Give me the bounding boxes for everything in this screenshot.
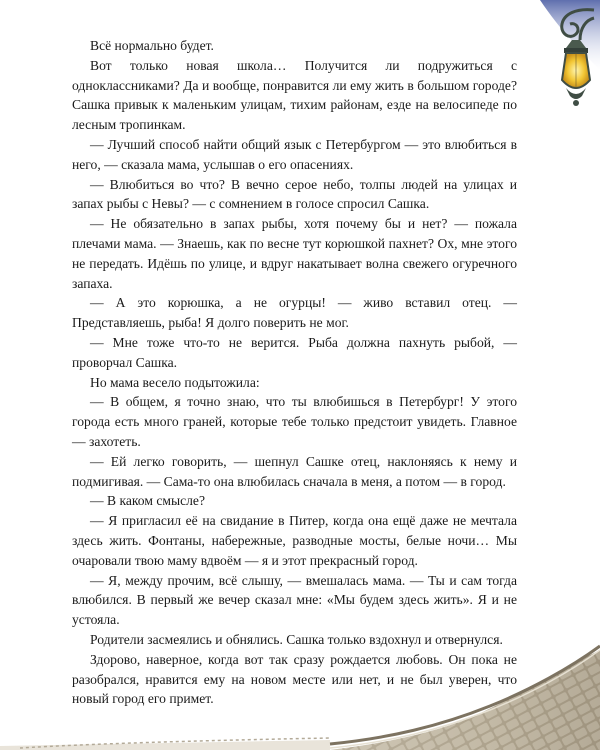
- paragraph: — Ей легко говорить, — шепнул Сашке отец, наклоняясь к нему и подмигивая. — Сама-то она влюбилась сначала в меня, а потом — в город.: [72, 453, 517, 489]
- paragraph: — Я пригласил её на свидание в Питер, когда она ещё даже не мечтала здесь жить. Фонтаны, набережные, разводные мосты, белые ночи… Мы очаровали твою маму вдвоём — я и этот прекрасный город.: [72, 513, 517, 568]
- paragraph: — Влюбиться во что? В вечно серое небо, толпы людей на улицах и запах рыбы с Невы? — с сомнением в голосе спросил Сашка.: [72, 176, 517, 212]
- paragraph: — А это корюшка, а не огурцы! — живо вставил отец. — Представляешь, рыба! Я долго поверить не мог.: [72, 295, 517, 331]
- street-lantern-icon: [536, 0, 596, 135]
- paragraph: — В каком смысле?: [90, 493, 205, 509]
- paragraph: Родители засмеялись и обнялись. Сашка только вздохнул и отвернулся.: [90, 631, 503, 647]
- paragraph: — Я, между прочим, всё слышу, — вмешалась мама. — Ты и сам тогда влюбился. В первый же вечер сказал мне: «Мы будем здесь жить». Я и не устояла.: [72, 572, 517, 628]
- paragraph: Всё нормально будет.: [90, 38, 214, 53]
- paragraph: — Мне тоже что-то не верится. Рыба должна пахнуть рыбой, — проворчал Сашка.: [72, 334, 517, 370]
- paragraph: — Не обязательно в запах рыбы, хотя почему бы и нет? — пожала плечами мама. — Знаешь, как по весне тут корюшкой пахнет? Ох, мне этого не передать. Идёшь по улице, и вдруг накатывает волна свежего огуречного запаха.: [72, 216, 517, 291]
- paragraph: — В общем, я точно знаю, что ты влюбишься в Петербург! У этого города есть много граней, которые тебе только предстоит увидеть. Главное — захотеть.: [72, 394, 517, 449]
- paragraph: Здорово, наверное, когда вот так сразу рождается любовь. Он пока не разобрался, нравится ему на новом месте или нет, и не был уверен, что новый город его примет.: [72, 651, 517, 707]
- paragraph: Вот только новая школа… Получится ли подружиться с одноклассниками? Да и вообще, понравится ли ему жить в большом городе? Сашка привык к маленьким улицам, тихим районам, езде на велосипеде по лесным тропинкам.: [72, 57, 517, 133]
- paragraph: Но мама весело подытожила:: [90, 374, 260, 390]
- story-text: [72, 36, 517, 709]
- paragraph: — Лучший способ найти общий язык с Петербургом — это влюбиться в него, — сказала мама, услышав о его опасениях.: [72, 136, 517, 172]
- cobblestone-pavement-illustration: [0, 640, 600, 750]
